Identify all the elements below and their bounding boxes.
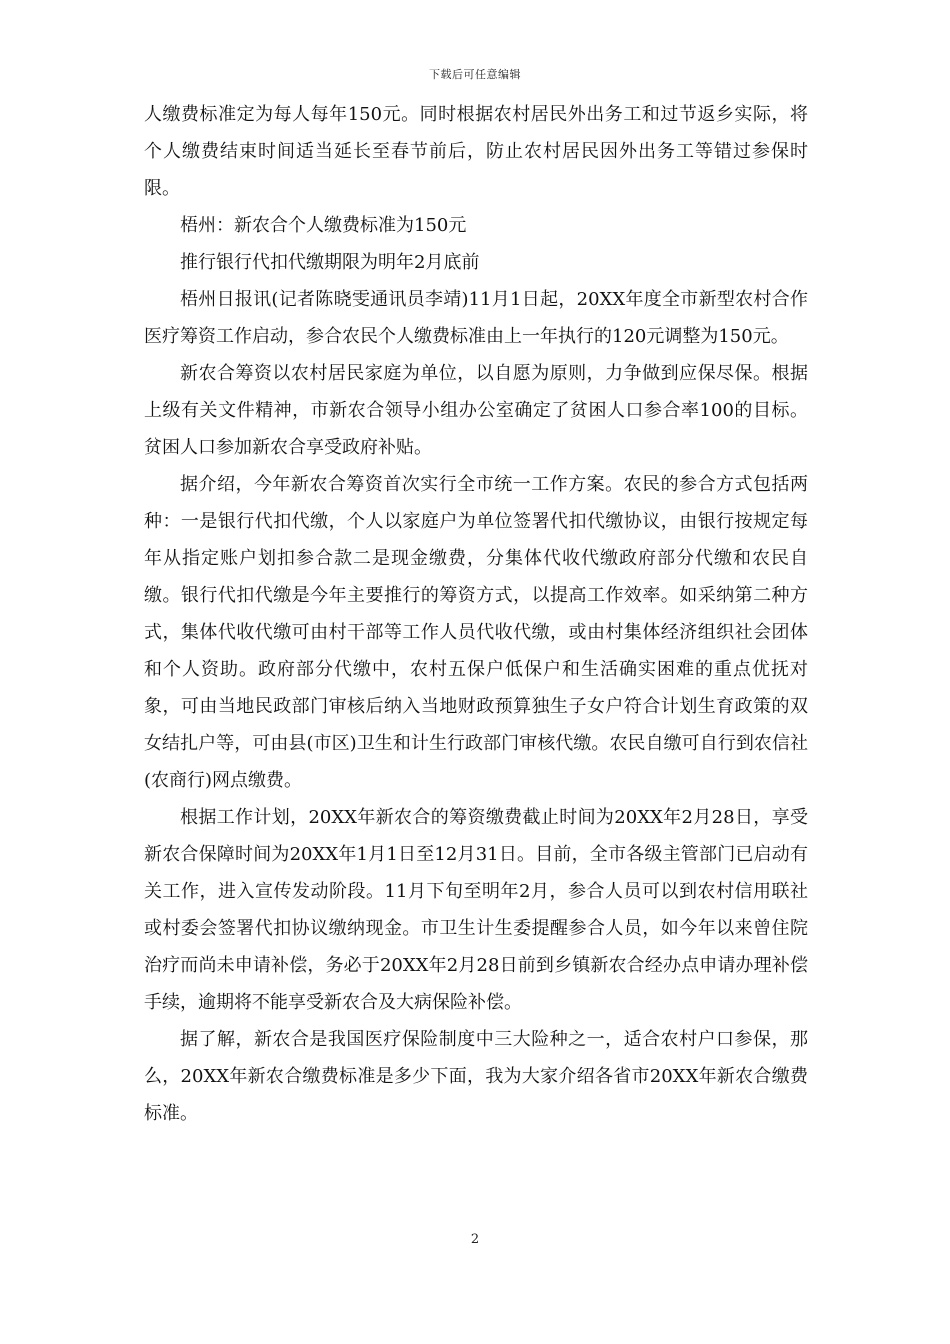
document-body xyxy=(144,96,808,1132)
paragraph-1: 人缴费标准定为每人每年150元。同时根据农村居民外出务工和过节返乡实际，将个人缴费结束时间适当延长至春节前后，防止农村居民因外出务工等错过参保时限。 xyxy=(144,104,808,199)
page-number: 2 xyxy=(470,1232,480,1247)
paragraph-6: 据介绍，今年新农合筹资首次实行全市统一工作方案。农民的参合方式包括两种：一是银行代扣代缴，个人以家庭户为单位签署代扣代缴协议，由银行按规定每年从指定账户划扣参合款二是现金缴费，分集体代收代缴政府部分代缴和农民自缴。银行代扣代缴是今年主要推行的筹资方式，以提高工作效率。如采纳第二种方式，集体代收代缴可由村干部等工作人员代收代缴，或由村集体经济组织社会团体和个人资助。政府部分代缴中，农村五保户低保户和生活确实困难的重点优抚对象，可由当地民政部门审核后纳入当地财政预算独生子女户符合计划生育政策的双女结扎户等，可由县(市区)卫生和计生行政部门审核代缴。农民自缴可自行到农信社(农商行)网点缴费。 xyxy=(144,474,808,791)
paragraph-7: 根据工作计划，20XX年新农合的筹资缴费截止时间为20XX年2月28日，享受新农合保障时间为20XX年1月1日至12月31日。目前，全市各级主管部门已启动有关工作，进入宣传发动阶段。11月下旬至明年2月，参合人员可以到农村信用联社或村委会签署代扣协议缴纳现金。市卫生计生委提醒参合人员，如今年以来曾住院治疗而尚未申请补偿，务必于20XX年2月28日前到乡镇新农合经办点申请办理补偿手续，逾期将不能享受新农合及大病保险补偿。 xyxy=(144,807,808,1013)
page-header: 下载后可任意编辑 xyxy=(429,68,521,81)
paragraph-3: 推行银行代扣代缴期限为明年2月底前 xyxy=(180,252,480,273)
paragraph-4: 梧州日报讯(记者陈晓雯通讯员李靖)11月1日起，20XX年度全市新型农村合作医疗筹资工作启动，参合农民个人缴费标准由上一年执行的120元调整为150元。 xyxy=(144,289,808,347)
paragraph-8: 据了解，新农合是我国医疗保险制度中三大险种之一，适合农村户口参保，那么，20XX年新农合缴费标准是多少下面，我为大家介绍各省市20XX年新农合缴费标准。 xyxy=(144,1029,808,1124)
paragraph-2: 梧州：新农合个人缴费标准为150元 xyxy=(180,215,467,236)
paragraph-5: 新农合筹资以农村居民家庭为单位，以自愿为原则，力争做到应保尽保。根据上级有关文件精神，市新农合领导小组办公室确定了贫困人口参合率100的目标。贫困人口参加新农合享受政府补贴。 xyxy=(144,363,808,458)
